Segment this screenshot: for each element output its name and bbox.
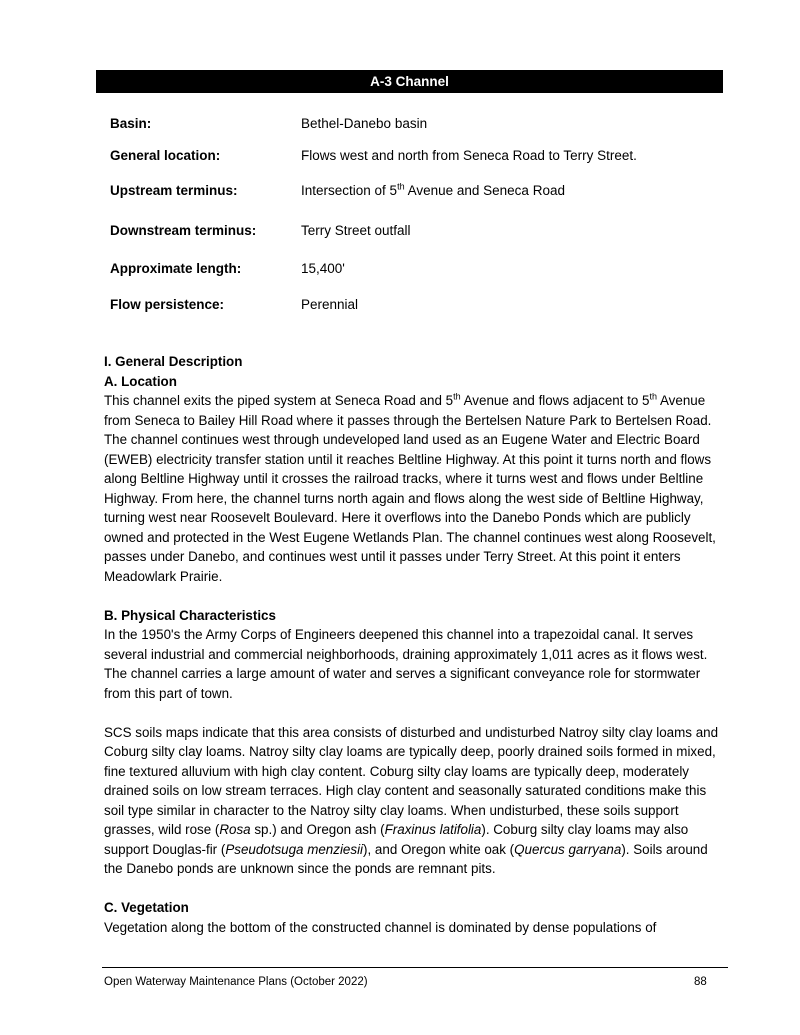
footer-divider <box>102 967 728 968</box>
soils-text-b: sp.) and Oregon ash ( <box>250 822 385 837</box>
info-row-downstream <box>110 222 411 240</box>
physical-characteristics-heading: B. Physical Characteristics <box>104 607 276 623</box>
upstream-label: Upstream terminus: <box>110 183 238 198</box>
basin-value: Bethel-Danebo basin <box>301 116 428 131</box>
footer-page-number: 88 <box>694 976 707 988</box>
flow-value: Perennial <box>301 297 359 312</box>
upstream-value <box>301 182 565 200</box>
section-title-bar <box>96 70 723 93</box>
general-description-heading: I. General Description <box>104 354 243 369</box>
info-row-general-location <box>110 147 637 165</box>
soils-text-e: ). Soils around the Danebo ponds are unknown since the ponds are remnant pits. <box>104 841 708 876</box>
vegetation-heading: C. Vegetation <box>104 900 189 915</box>
general-location-label: General location: <box>110 148 221 163</box>
info-row-basin <box>110 115 427 133</box>
length-value: 15,400' <box>301 261 345 276</box>
vegetation-paragraph: Vegetation along the bottom of the constructed channel is dominated by dense populations of <box>104 919 657 935</box>
species-pseudotsuga: Pseudotsuga menziesii <box>225 841 364 857</box>
downstream-label: Downstream terminus: <box>110 223 257 238</box>
location-sup-1: th <box>453 391 461 402</box>
physical-paragraph-2 <box>104 723 722 879</box>
location-heading: A. Location <box>104 373 177 389</box>
location-text-3: Avenue from Seneca to Bailey Hill Road where it passes through the Bertelsen Nature Park to Bertelsen Road. The channel continues west through undeveloped land used as an Eugene Water and Electric Board (EWEB) electricity transfer station until it reaches Beltline Highway. At this point it turns north and flows along Beltline Highway until it crosses the railroad tracks, where it turns west and flows under Beltline Highway. From here, the channel turns north again and flows along the west side of Beltline Highway, turning west near Roosevelt Boulevard. Here it overflows into the Danebo Ponds which are publicly owned and protected in the West Eugene Wetlands Plan. The channel continues west along Roosevelt, passes under Danebo, and continues west until it passes under Terry Street. At this point it enters Meadowlark Prairie. <box>104 393 716 584</box>
info-row-upstream <box>110 182 565 200</box>
soils-text-d: ), and Oregon white oak ( <box>363 841 515 857</box>
soils-text-c: ). Coburg silty clay loams may also support Douglas-fir ( <box>104 822 689 857</box>
physical-paragraph-1: In the 1950's the Army Corps of Engineers deepened this channel into a trapezoidal canal. It serves several industrial and commercial neighborhoods, draining approximately 1,011 acres as it flows west. The channel carries a large amount of water and serves a significant conveyance role for stormwater from this part of town. <box>104 627 708 701</box>
general-location-value: Flows west and north from Seneca Road to Terry Street. <box>301 148 637 163</box>
info-row-flow <box>110 296 358 314</box>
species-quercus: Quercus garryana <box>514 841 622 857</box>
page-title: A-3 Channel <box>370 74 449 89</box>
location-text-1: This channel exits the piped system at Seneca Road and 5 <box>104 393 454 408</box>
species-rosa: Rosa <box>219 822 251 837</box>
length-label: Approximate length: <box>110 261 242 276</box>
upstream-value-post: Avenue and Seneca Road <box>404 183 565 198</box>
upstream-value-pre: Intersection of 5 <box>301 183 398 198</box>
location-text-2: Avenue and flows adjacent to 5 <box>460 393 650 408</box>
basin-label: Basin: <box>110 116 152 131</box>
main-content <box>104 352 722 937</box>
footer-document-title: Open Waterway Maintenance Plans (October 2022) <box>104 976 368 988</box>
upstream-value-sup: th <box>397 181 405 192</box>
soils-text-a: SCS soils maps indicate that this area consists of disturbed and undisturbed Natroy silty clay loams and Coburg silty clay loams. Natroy silty clay loams are typically deep, poorly drained soils formed in mixed, fine textured alluvium with high clay content. Coburg silty clay loams are typically deep, moderately drained soils on low stream terraces. High clay content and seasonally saturated conditions make this soil type similar in character to the Natroy silty clay loams. When undisturbed, these soils support grasses, wild rose ( <box>104 724 719 837</box>
location-paragraph <box>104 391 722 586</box>
downstream-value: Terry Street outfall <box>301 223 411 238</box>
info-row-length <box>110 260 345 278</box>
flow-label: Flow persistence: <box>110 297 225 312</box>
location-sup-2: th <box>649 391 658 402</box>
species-fraxinus: Fraxinus latifolia <box>384 822 482 837</box>
